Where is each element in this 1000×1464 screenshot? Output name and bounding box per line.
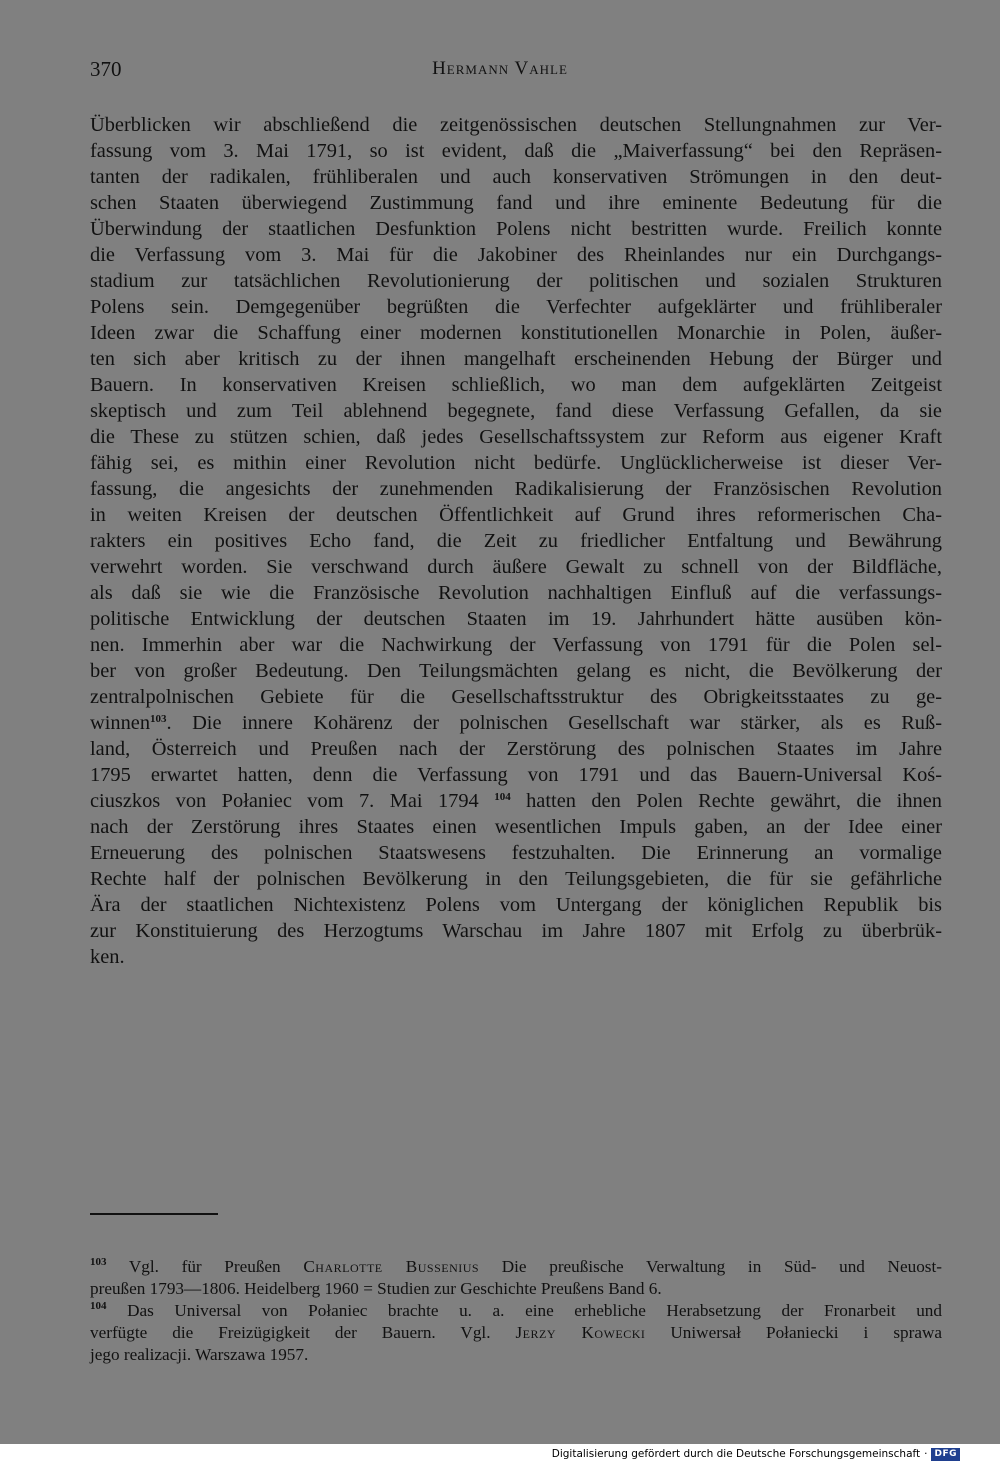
footnote-104-line	[90, 1322, 942, 1344]
text-line: Rechte half der polnischen Bevölkerung in den Teilungsgebieten, die für sie gefährliche	[90, 868, 942, 890]
text-line: in weiten Kreisen der deutschen Öffentlichkeit auf Grund ihres reformerischen Cha-	[90, 504, 942, 526]
text-line: die Verfassung vom 3. Mai für die Jakobiner des Rheinlandes nur ein Durchgangs-	[90, 244, 942, 266]
text-line: skeptisch und zum Teil ablehnend begegnete, fand diese Verfassung Gefallen, da sie	[90, 400, 942, 422]
footnote-marker-104: 104	[494, 791, 511, 803]
text-line: Überblicken wir abschließend die zeitgenössischen deutschen Stellungnahmen zur Ver-	[90, 114, 942, 136]
footnote-marker-103: 103	[150, 713, 167, 725]
text-segment: ciuszkos von Połaniec vom 7. Mai 1794	[90, 790, 495, 812]
text-line: die These zu stützen schien, daß jedes Gesellschaftssystem zur Reform aus eigener Kraft	[90, 426, 942, 448]
footnote-text: Das Universal von Połaniec brachte u. a. eine erhebliche Herabsetzung der Fronarbeit und	[106, 1301, 942, 1320]
text-line	[90, 710, 942, 736]
text-line: ten sich aber kritisch zu der ihnen mangelhaft erscheinenden Hebung der Bürger und	[90, 348, 942, 370]
text-line: zur Konstituierung des Herzogtums Warschau im Jahre 1807 mit Erfolg zu überbrük-	[90, 920, 942, 942]
dfg-logo: DFG	[931, 1448, 960, 1461]
text-line: ber von großer Bedeutung. Den Teilungsmächten gelang es nicht, die Bevölkerung der	[90, 660, 942, 682]
text-line: verwehrt worden. Sie verschwand durch äußere Gewalt zu schnell von der Bildfläche,	[90, 556, 942, 578]
footnote-number-104: 104	[90, 1300, 107, 1312]
text-line: fähig sei, es mithin einer Revolution nicht bedürfe. Unglücklicherweise ist dieser Ver-	[90, 452, 942, 474]
footnote-text: Die preußische Verwaltung in Süd- und Neuost-	[479, 1257, 942, 1276]
text-line: Bauern. In konservativen Kreisen schließlich, wo man dem aufgeklärten Zeitgeist	[90, 374, 942, 396]
text-line: fassung vom 3. Mai 1791, so ist evident, daß die „Maiverfassung“ bei den Repräsen-	[90, 140, 942, 162]
text-line: nen. Immerhin aber war die Nachwirkung der Verfassung von 1791 für die Polen sel-	[90, 634, 942, 656]
footnote-divider	[90, 1213, 218, 1215]
text-line: Erneuerung des polnischen Staatswesens festzuhalten. Die Erinnerung an vormalige	[90, 842, 942, 864]
footnote-number-103: 103	[90, 1256, 107, 1268]
footnote-author: Charlotte Bussenius	[303, 1257, 480, 1276]
footnote-text: Uniwersał Połaniecki i sprawa	[645, 1323, 943, 1342]
text-line: Ideen zwar die Schaffung einer modernen konstitutionellen Monarchie in Polen, äußer-	[90, 322, 942, 344]
text-line: stadium zur tatsächlichen Revolutionierung der politischen und sozialen Strukturen	[90, 270, 942, 292]
text-segment: winnen	[90, 712, 151, 734]
footnote-103-line: preußen 1793—1806. Heidelberg 1960 = Studien zur Geschichte Preußens Band 6.	[90, 1279, 662, 1298]
separator-dot: ·	[924, 1448, 928, 1460]
footnote-text: verfügte die Freizügigkeit der Bauern. Vgl.	[90, 1323, 516, 1342]
footnotes	[90, 1256, 942, 1366]
text-segment: . Die innere Kohärenz der polnischen Gesellschaft war stärker, als es Ruß-	[166, 712, 942, 734]
text-line	[90, 788, 942, 814]
footnote-103-line	[90, 1256, 942, 1278]
page-number: 370	[90, 57, 122, 81]
footnote-104-line: jego realizacji. Warszawa 1957.	[90, 1345, 309, 1364]
digitization-credit	[552, 1446, 960, 1462]
text-line: Überwindung der staatlichen Desfunktion Polens nicht bestritten wurde. Freilich konnte	[90, 218, 942, 240]
digitization-text: Digitalisierung gefördert durch die Deutsche Forschungsgemeinschaft	[551, 1448, 921, 1460]
footnote-author: Jerzy Kowecki	[515, 1323, 646, 1342]
text-line: Ära der staatlichen Nichtexistenz Polens vom Untergang der königlichen Republik bis	[90, 894, 942, 916]
text-line: politische Entwicklung der deutschen Staaten im 19. Jahrhundert hätte ausüben kön-	[90, 608, 942, 630]
text-line: als daß sie wie die Französische Revolution nachhaltigen Einfluß auf die verfassungs-	[90, 582, 942, 604]
text-line: land, Österreich und Preußen nach der Zerstörung des polnischen Staates im Jahre	[90, 738, 942, 760]
footnote-text: Vgl. für Preußen	[106, 1257, 304, 1276]
running-head: Hermann Vahle	[432, 58, 568, 79]
text-segment: hatten den Polen Rechte gewährt, die ihnen	[510, 790, 942, 812]
text-line: rakters ein positives Echo fand, die Zeit zu friedlicher Entfaltung und Bewährung	[90, 530, 942, 552]
text-line: Polens sein. Demgegenüber begrüßten die Verfechter aufgeklärter und frühliberaler	[90, 296, 942, 318]
text-line: fassung, die angesichts der zunehmenden Radikalisierung der Französischen Revolution	[90, 478, 942, 500]
text-line: tanten der radikalen, frühliberalen und auch konservativen Strömungen in den deut-	[90, 166, 942, 188]
text-line: schen Staaten überwiegend Zustimmung fand und ihre eminente Bedeutung für die	[90, 192, 942, 214]
text-line: 1795 erwartet hatten, denn die Verfassung von 1791 und das Bauern-Universal Koś-	[90, 764, 942, 786]
text-line: zentralpolnischen Gebiete für die Gesellschaftsstruktur des Obrigkeitsstaates zu ge-	[90, 686, 942, 708]
text-line: nach der Zerstörung ihres Staates einen wesentlichen Impuls gaben, an der Idee einer	[90, 816, 942, 838]
footnote-104-line	[90, 1300, 942, 1322]
body-text	[90, 112, 942, 970]
text-line: ken.	[90, 946, 125, 968]
